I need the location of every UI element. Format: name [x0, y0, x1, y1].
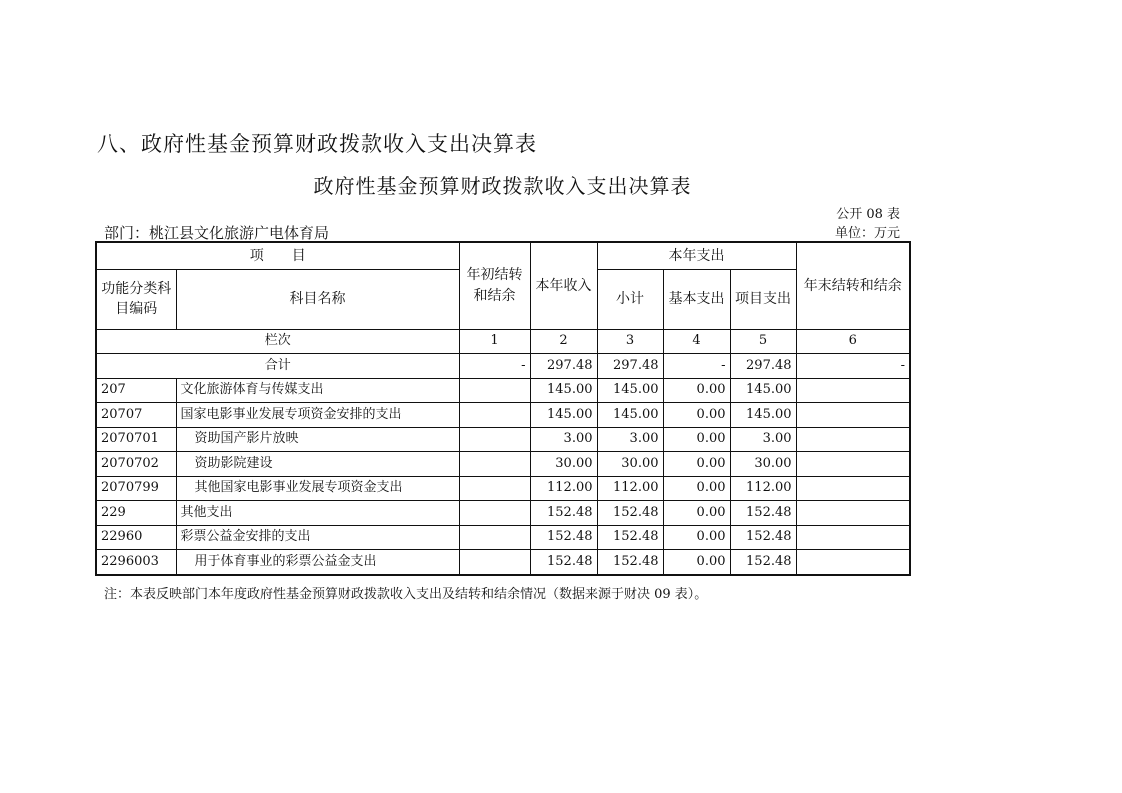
- column-index-row: [96, 329, 910, 354]
- row-name: 彩票公益金安排的支出: [176, 525, 459, 550]
- row-basic: 0.00: [663, 525, 730, 550]
- row-code: 2070701: [96, 427, 176, 452]
- total-basic: -: [663, 354, 730, 379]
- row-income: 145.00: [530, 378, 597, 403]
- header-carryover-end: 年末结转和结余: [796, 242, 910, 329]
- row-basic: 0.00: [663, 378, 730, 403]
- header-subtotal: 小计: [597, 269, 663, 329]
- row-carryover-begin: [459, 550, 530, 575]
- header-project: 项目支出: [730, 269, 796, 329]
- table-row: [96, 403, 910, 428]
- row-code: 20707: [96, 403, 176, 428]
- col-number: 2: [530, 329, 597, 354]
- table-row: [96, 427, 910, 452]
- col-number: 6: [796, 329, 910, 354]
- row-subtotal: 152.48: [597, 501, 663, 526]
- row-basic: 0.00: [663, 427, 730, 452]
- col-number: 4: [663, 329, 730, 354]
- row-income: 112.00: [530, 476, 597, 501]
- row-name: 资助影院建设: [176, 452, 459, 477]
- row-code: 2296003: [96, 550, 176, 575]
- row-project: 152.48: [730, 550, 796, 575]
- row-carryover-begin: [459, 452, 530, 477]
- col-number: 1: [459, 329, 530, 354]
- row-income: 152.48: [530, 525, 597, 550]
- row-carryover-end: [796, 550, 910, 575]
- row-project: 145.00: [730, 403, 796, 428]
- row-code: 207: [96, 378, 176, 403]
- total-row: [96, 354, 910, 379]
- total-carryover-end: -: [796, 354, 910, 379]
- total-subtotal: 297.48: [597, 354, 663, 379]
- table-title: 政府性基金预算财政拨款收入支出决算表: [313, 174, 692, 198]
- row-name: 资助国产影片放映: [176, 427, 459, 452]
- row-code: 229: [96, 501, 176, 526]
- row-subtotal: 145.00: [597, 403, 663, 428]
- row-income: 30.00: [530, 452, 597, 477]
- section-heading: 八、政府性基金预算财政拨款收入支出决算表: [97, 132, 537, 156]
- department-label: 部门：桃江县文化旅游广电体育局: [104, 224, 330, 242]
- footnote: 注：本表反映部门本年度政府性基金预算财政拨款收入支出及结转和结余情况（数据来源于财决 09 表）。: [104, 587, 708, 602]
- row-project: 30.00: [730, 452, 796, 477]
- row-subtotal: 152.48: [597, 525, 663, 550]
- row-carryover-end: [796, 501, 910, 526]
- table-row: [96, 476, 910, 501]
- row-basic: 0.00: [663, 452, 730, 477]
- table-row: [96, 378, 910, 403]
- row-code: 2070702: [96, 452, 176, 477]
- header-code: 功能分类科目编码: [96, 269, 176, 329]
- table-row: [96, 501, 910, 526]
- total-carryover-begin: -: [459, 354, 530, 379]
- row-carryover-begin: [459, 403, 530, 428]
- unit-label: 单位：万元: [834, 226, 900, 241]
- row-income: 152.48: [530, 550, 597, 575]
- header-income: 本年收入: [530, 242, 597, 329]
- row-carryover-end: [796, 403, 910, 428]
- row-name: 用于体育事业的彩票公益金支出: [176, 550, 459, 575]
- row-project: 152.48: [730, 501, 796, 526]
- row-name: 国家电影事业发展专项资金安排的支出: [176, 403, 459, 428]
- row-code: 2070799: [96, 476, 176, 501]
- row-income: 145.00: [530, 403, 597, 428]
- row-basic: 0.00: [663, 403, 730, 428]
- row-code: 22960: [96, 525, 176, 550]
- form-code: 公开 08 表: [836, 207, 900, 222]
- total-income: 297.48: [530, 354, 597, 379]
- row-income: 152.48: [530, 501, 597, 526]
- row-name: 文化旅游体育与传媒支出: [176, 378, 459, 403]
- col-number: 3: [597, 329, 663, 354]
- column-index-label: 栏次: [96, 329, 459, 354]
- row-carryover-begin: [459, 427, 530, 452]
- row-project: 3.00: [730, 427, 796, 452]
- row-basic: 0.00: [663, 550, 730, 575]
- row-carryover-begin: [459, 525, 530, 550]
- row-carryover-begin: [459, 501, 530, 526]
- row-income: 3.00: [530, 427, 597, 452]
- total-project: 297.48: [730, 354, 796, 379]
- budget-table: [95, 241, 911, 576]
- row-carryover-begin: [459, 476, 530, 501]
- header-expenditure: 本年支出: [597, 242, 796, 269]
- row-basic: 0.00: [663, 501, 730, 526]
- header-item: 项 目: [96, 242, 459, 269]
- header-name: 科目名称: [176, 269, 459, 329]
- row-subtotal: 30.00: [597, 452, 663, 477]
- total-label: 合计: [96, 354, 459, 379]
- row-project: 145.00: [730, 378, 796, 403]
- row-carryover-end: [796, 476, 910, 501]
- table-row: [96, 550, 910, 575]
- row-subtotal: 3.00: [597, 427, 663, 452]
- table-row: [96, 452, 910, 477]
- row-basic: 0.00: [663, 476, 730, 501]
- table-row: [96, 525, 910, 550]
- row-project: 112.00: [730, 476, 796, 501]
- row-carryover-end: [796, 525, 910, 550]
- row-carryover-end: [796, 427, 910, 452]
- row-subtotal: 152.48: [597, 550, 663, 575]
- row-carryover-end: [796, 378, 910, 403]
- header-basic: 基本支出: [663, 269, 730, 329]
- col-number: 5: [730, 329, 796, 354]
- row-project: 152.48: [730, 525, 796, 550]
- row-name: 其他国家电影事业发展专项资金支出: [176, 476, 459, 501]
- row-carryover-begin: [459, 378, 530, 403]
- header-carryover-begin: 年初结转和结余: [459, 242, 530, 329]
- row-subtotal: 145.00: [597, 378, 663, 403]
- row-name: 其他支出: [176, 501, 459, 526]
- row-subtotal: 112.00: [597, 476, 663, 501]
- row-carryover-end: [796, 452, 910, 477]
